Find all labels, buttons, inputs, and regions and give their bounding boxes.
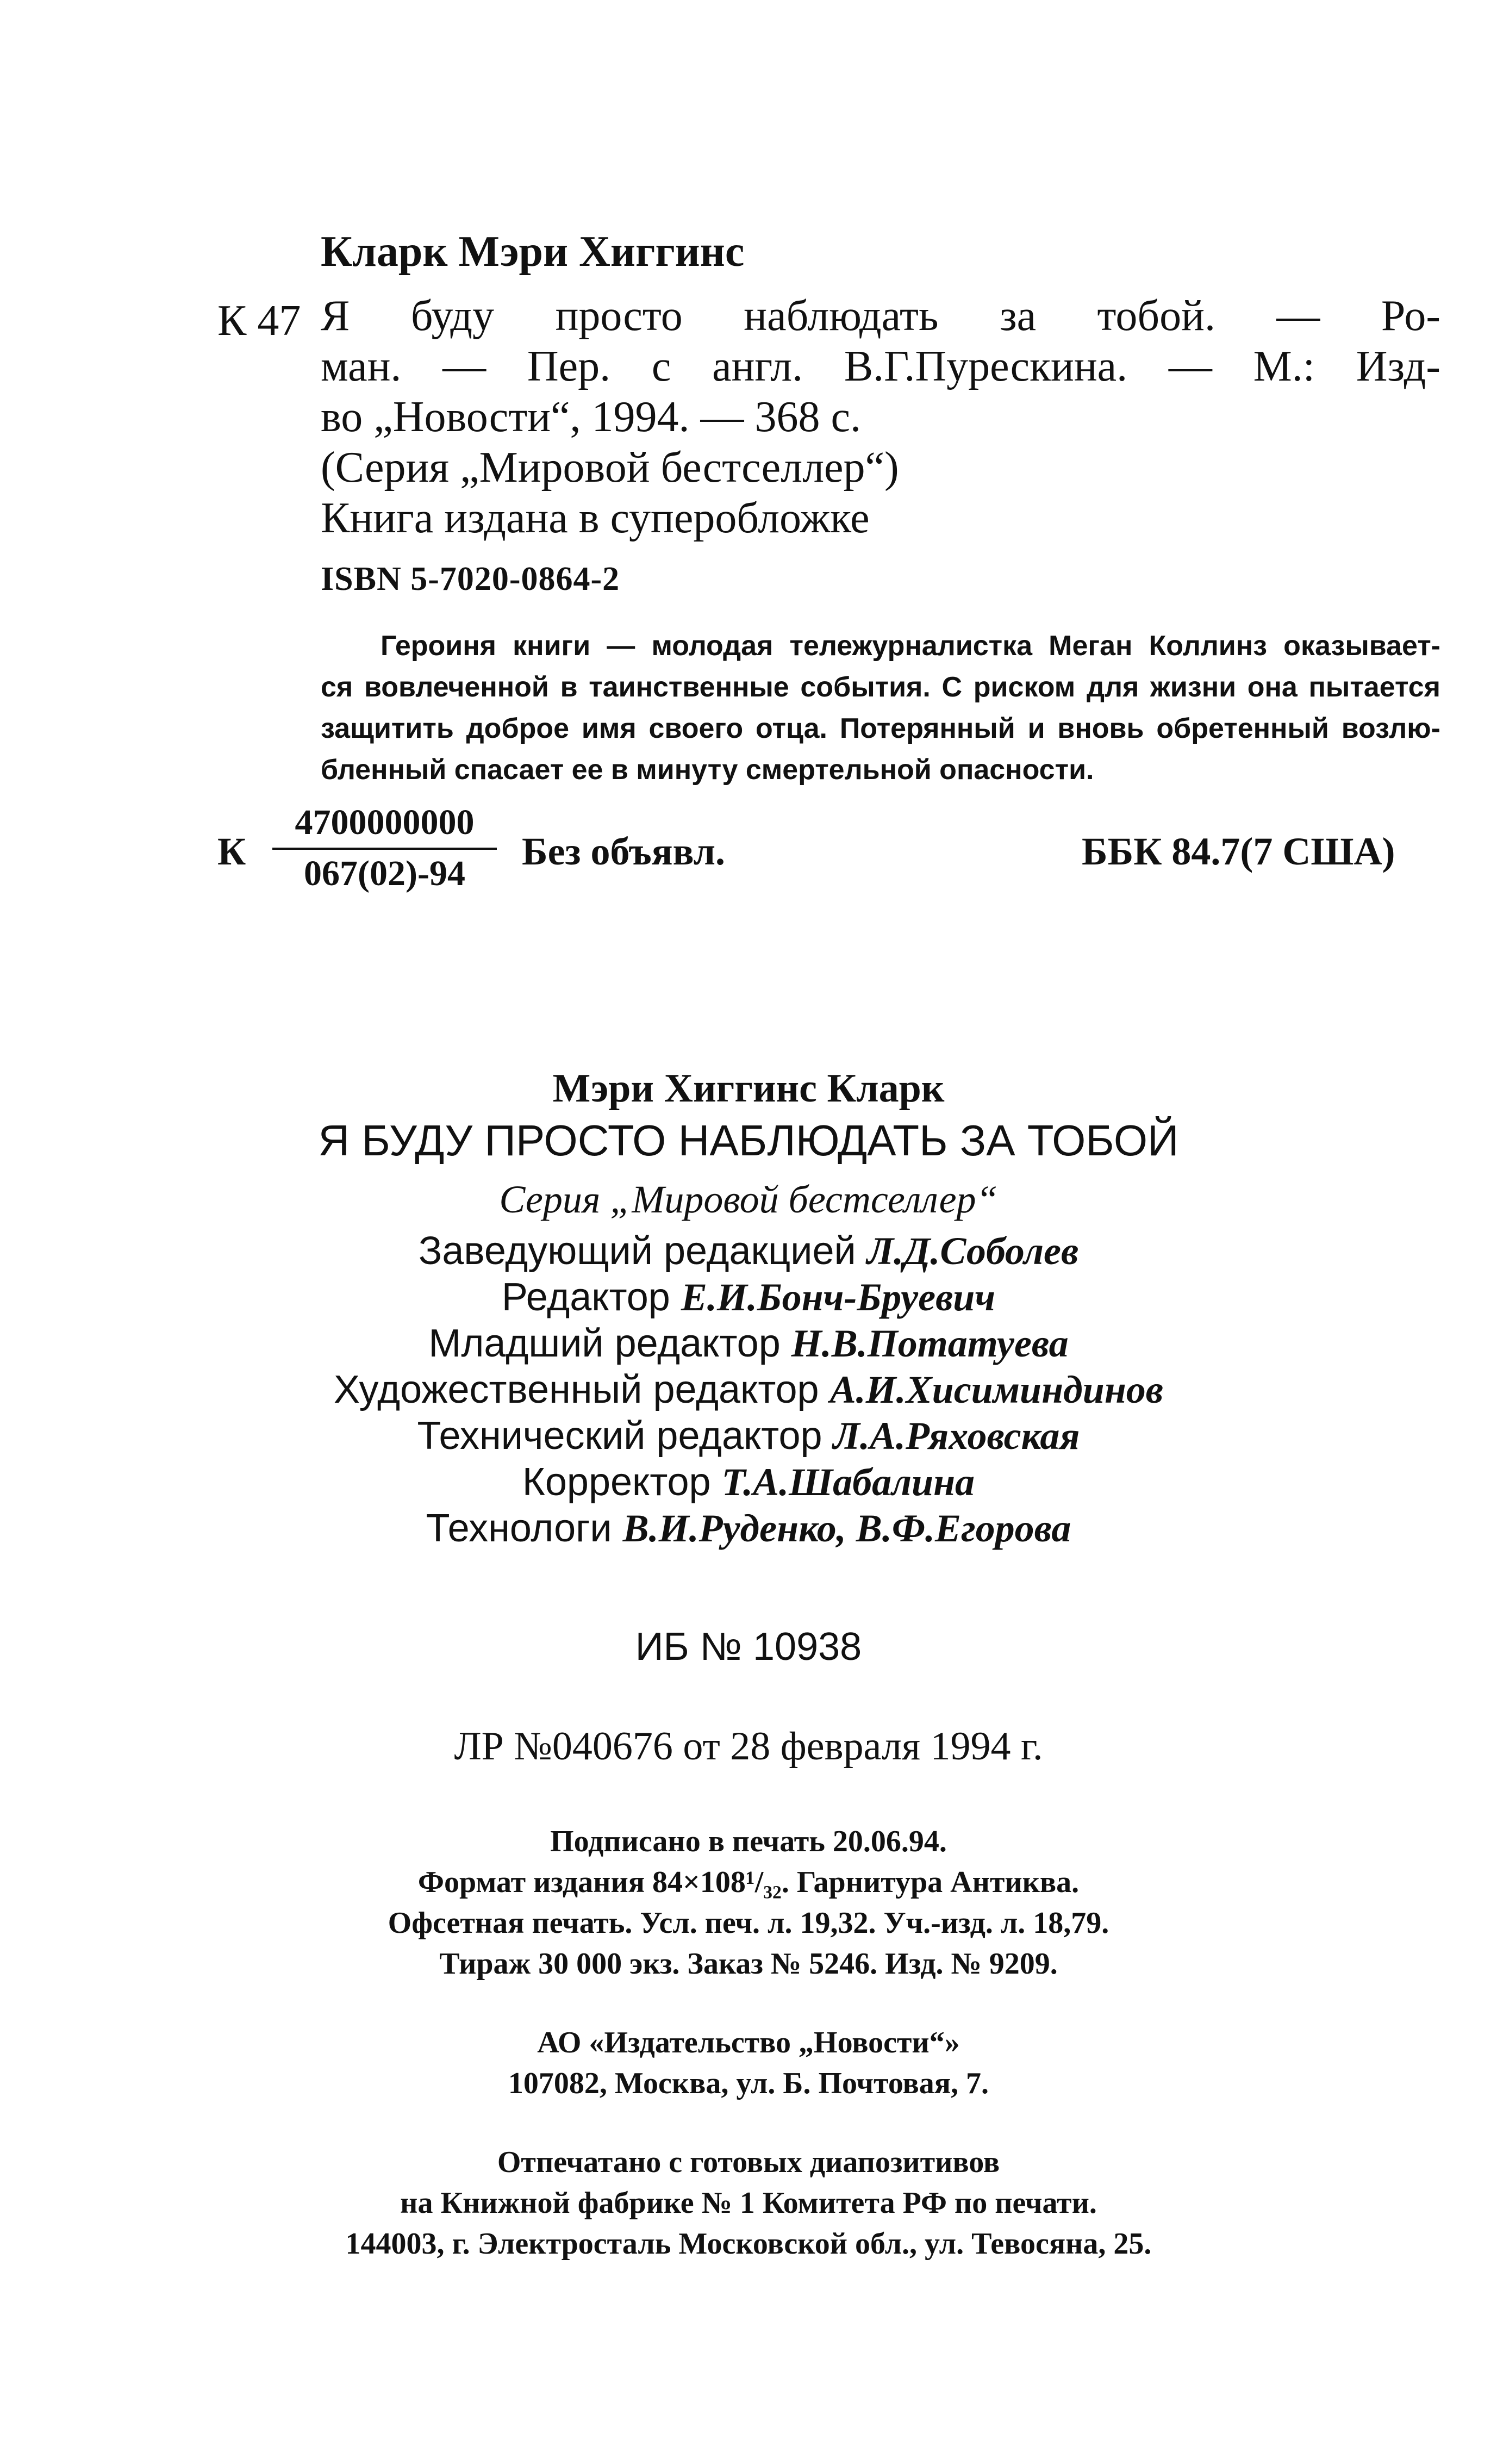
imprint-series: Серия „Мировой бестселлер“ [499,1178,998,1221]
annotation [321,625,1440,791]
printed-line: Отпечатано с готовых диапозитивов [497,2145,1000,2179]
card-cover-note: Книга издана в суперобложке [321,494,870,542]
staff-name: Л.Д.Соболев [866,1229,1079,1273]
staff-role: Заведующий редакцией [418,1229,856,1273]
staff-role: Технологи [426,1507,612,1550]
staff-role: Художественный редактор [334,1368,819,1411]
staff-role: Младший редактор [428,1322,781,1365]
signed-to-print: Подписано в печать 20.06.94. [550,1825,947,1858]
annotation-line: защитить доброе имя своего отца. Потерянный и вновь обретенный возлю- [321,713,1440,744]
run-line: Тираж 30 000 экз. Заказ № 5246. Изд. № 9209. [439,1947,1058,1981]
staff-line [0,1506,1497,1551]
imprint-title: Я БУДУ ПРОСТО НАБЛЮДАТЬ ЗА ТОБОЙ [318,1116,1179,1165]
print-line: Офсетная печать. Усл. печ. л. 19,32. Уч.-изд. л. 18,79. [388,1906,1109,1940]
staff-line [0,1460,1497,1505]
printed-line: на Книжной фабрике № 1 Комитета РФ по печати. [400,2186,1097,2220]
format-line: Формат издания 84×108¹/₃₂. Гарнитура Антиква. [417,1865,1080,1899]
classification-numerator: 4700000000 [295,802,475,842]
bbk-code: ББК 84.7(7 США) [1082,830,1395,873]
staff-role: Корректор [522,1460,711,1504]
staff-name: Н.В.Потатуева [791,1322,1069,1365]
imprint-author: Мэри Хиггинс Кларк [552,1066,945,1111]
card-biblio-line: ман. — Пер. с англ. В.Г.Пурескина. — М.: Изд- [321,343,1440,390]
staff-line [0,1275,1497,1320]
classification-letter: К [217,830,246,873]
no-announcement: Без объявл. [522,830,725,873]
card-author: Кларк Мэри Хиггинс [321,228,745,276]
classification-denominator: 067(02)-94 [304,854,465,893]
publisher-address: 107082, Москва, ул. Б. Почтовая, 7. [508,2067,989,2100]
card-biblio-line: Я буду просто наблюдать за тобой. — Ро- [321,292,1440,340]
card-description [321,291,1440,544]
annotation-line: ся вовлеченной в таинственные события. С риском для жизни она пытается [321,671,1440,703]
card-series: (Серия „Мировой бестселлер“) [321,444,899,491]
license-number: ЛР №040676 от 28 февраля 1994 г. [454,1724,1043,1769]
annotation-line: Героиня книги — молодая тележурналистка Меган Коллинз оказывает- [381,630,1440,662]
annotation-line: бленный спасает ее в минуту смертельной опасности. [321,754,1094,786]
staff-name: Е.И.Бонч-Бруевич [681,1275,996,1319]
isbn: ISBN 5-7020-0864-2 [321,561,620,598]
staff-line [0,1367,1497,1413]
classification-code [269,802,500,894]
publisher-name: АО «Издательство „Новости“» [537,2026,960,2059]
staff-line [0,1321,1497,1366]
staff-line [0,1414,1497,1459]
card-biblio-line: во „Новости“, 1994. — 368 с. [321,393,862,441]
ib-number: ИБ № 10938 [635,1625,862,1669]
staff-name: В.И.Руденко, В.Ф.Егорова [622,1507,1071,1550]
staff-role: Редактор [501,1275,670,1319]
card-index: К 47 [217,297,301,345]
staff-name: Т.А.Шабалина [721,1460,975,1504]
staff-name: Л.А.Ряховская [833,1414,1080,1458]
staff-name: А.И.Хисиминдинов [829,1368,1163,1411]
staff-role: Технический редактор [417,1414,822,1458]
staff-line [0,1229,1497,1274]
printer-address: 144003, г. Электросталь Московской обл., ул. Тевосяна, 25. [345,2227,1152,2261]
